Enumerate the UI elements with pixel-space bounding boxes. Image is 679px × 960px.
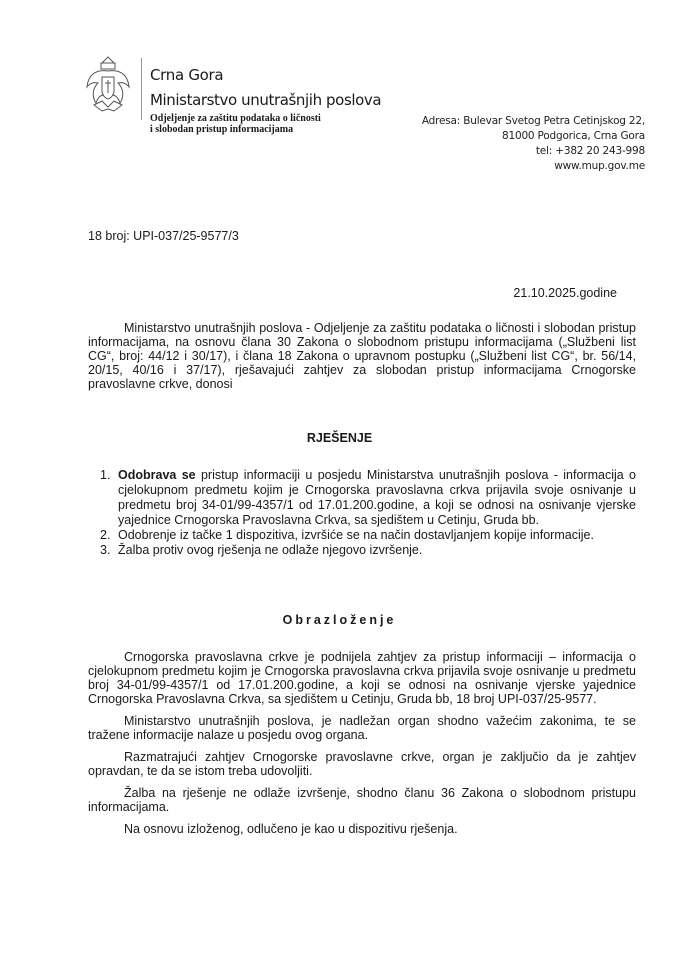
phone: tel: +382 20 243-998 xyxy=(535,145,645,157)
department-line-1: Odjeljenje za zaštitu podataka o ličnosti xyxy=(150,113,321,124)
item-text: pristup informaciji u posjedu Ministarstva unutrašnjih poslova - informacija o cjelokupnom predmetu kojim je Crnogorska pravoslavna crkva prijavila svoje osnivanje u predmetu broj 34-01/99-4357/1 od 17.01.200.godine, a koji se odnosi na osnivanje vjerske yajednice Crnogorska Pravoslavna Crkva, sa sjedištem u Cetinju, Gruda bb. xyxy=(118,468,637,527)
decision-item xyxy=(100,543,636,558)
reasoning-paragraph: Crnogorska pravoslavna crkve je podnijela zahtjev za pristup informaciji – informacija o cjelokupnom predmetu kojim je Crnogorska pravoslavna crkva prijavila svoje osnivanje u predmetu broj 34-01/99-4357/1 od 17.01.200.godine, a koji se odnosi na osnivanje vjerske yajednice Crnogorska Pravoslavna Crkva, sa sjedištem u Cetinju, Gruda bb, 18 broj UPI-037/25-9577. xyxy=(88,650,636,706)
item-text: Žalba protiv ovog rješenja ne odlaže njegovo izvršenje. xyxy=(118,543,423,557)
website-link[interactable]: www.mup.gov.me xyxy=(554,160,645,172)
intro-paragraph xyxy=(88,321,636,399)
decision-list xyxy=(100,468,636,558)
coat-of-arms-logo xyxy=(84,55,132,117)
department-line-2: i slobodan pristup informacijama xyxy=(150,124,294,135)
reasoning-title: Obrazloženje xyxy=(282,613,397,627)
reasoning-paragraph: Žalba na rješenje ne odlaže izvršenje, shodno članu 36 Zakona o slobodnom pristupu informacijama. xyxy=(88,786,636,814)
department-name xyxy=(150,113,321,135)
address-city: 81000 Podgorica, Crna Gora xyxy=(502,130,645,142)
item-number: 3. xyxy=(100,543,111,557)
header-divider xyxy=(141,58,142,120)
item-text: Odobrenje iz tačke 1 dispozitiva, izvršiće se na način dostavljanjem kopije informacije. xyxy=(118,528,594,542)
address-street: Adresa: Bulevar Svetog Petra Cetinjskog 22, xyxy=(421,115,645,127)
decision-title: RJEŠENJE xyxy=(306,431,373,445)
item-bold: Odobrava se xyxy=(118,468,196,482)
country-name: Crna Gora xyxy=(150,66,224,84)
reasoning-paragraph: Na osnovu izloženog, odlučeno je kao u dispozitivu rješenja. xyxy=(124,822,458,836)
address-block xyxy=(422,114,645,174)
reasoning-body xyxy=(88,650,636,844)
reference-number: 18 broj: UPI-037/25-9577/3 xyxy=(88,229,239,243)
item-number: 1. xyxy=(100,468,111,482)
intro-text: Ministarstvo unutrašnjih poslova - Odjeljenje za zaštitu podataka o ličnosti i slobodan pristup informacijama, na osnovu člana 30 Zakona o slobodnom pristupu informacijama („Službeni list CG“, broj: 44/12 i 30/17), i člana 18 Zakona o upravnom postupku („Službeni list CG“, br. 56/14, 20/15, 40/16 i 37/17), rješavajući zahtjev za slobodan pristup informacijama Crnogorske pravoslavne crkve, donosi xyxy=(88,321,636,391)
decision-item xyxy=(100,468,636,528)
reasoning-paragraph: Ministarstvo unutrašnjih poslova, je nadležan organ shodno važećim zakonima, te se tražene informacije nalaze u posjedu ovog organa. xyxy=(88,714,636,742)
reasoning-paragraph: Razmatrajući zahtjev Crnogorske pravoslavne crkve, organ je zaključio da je zahtjev opravdan, te da se istom treba udovoljiti. xyxy=(88,750,636,778)
decision-item xyxy=(100,528,636,543)
ministry-name: Ministarstvo unutrašnjih poslova xyxy=(150,91,382,109)
document-date: 21.10.2025.godine xyxy=(513,286,617,300)
item-number: 2. xyxy=(100,528,111,542)
